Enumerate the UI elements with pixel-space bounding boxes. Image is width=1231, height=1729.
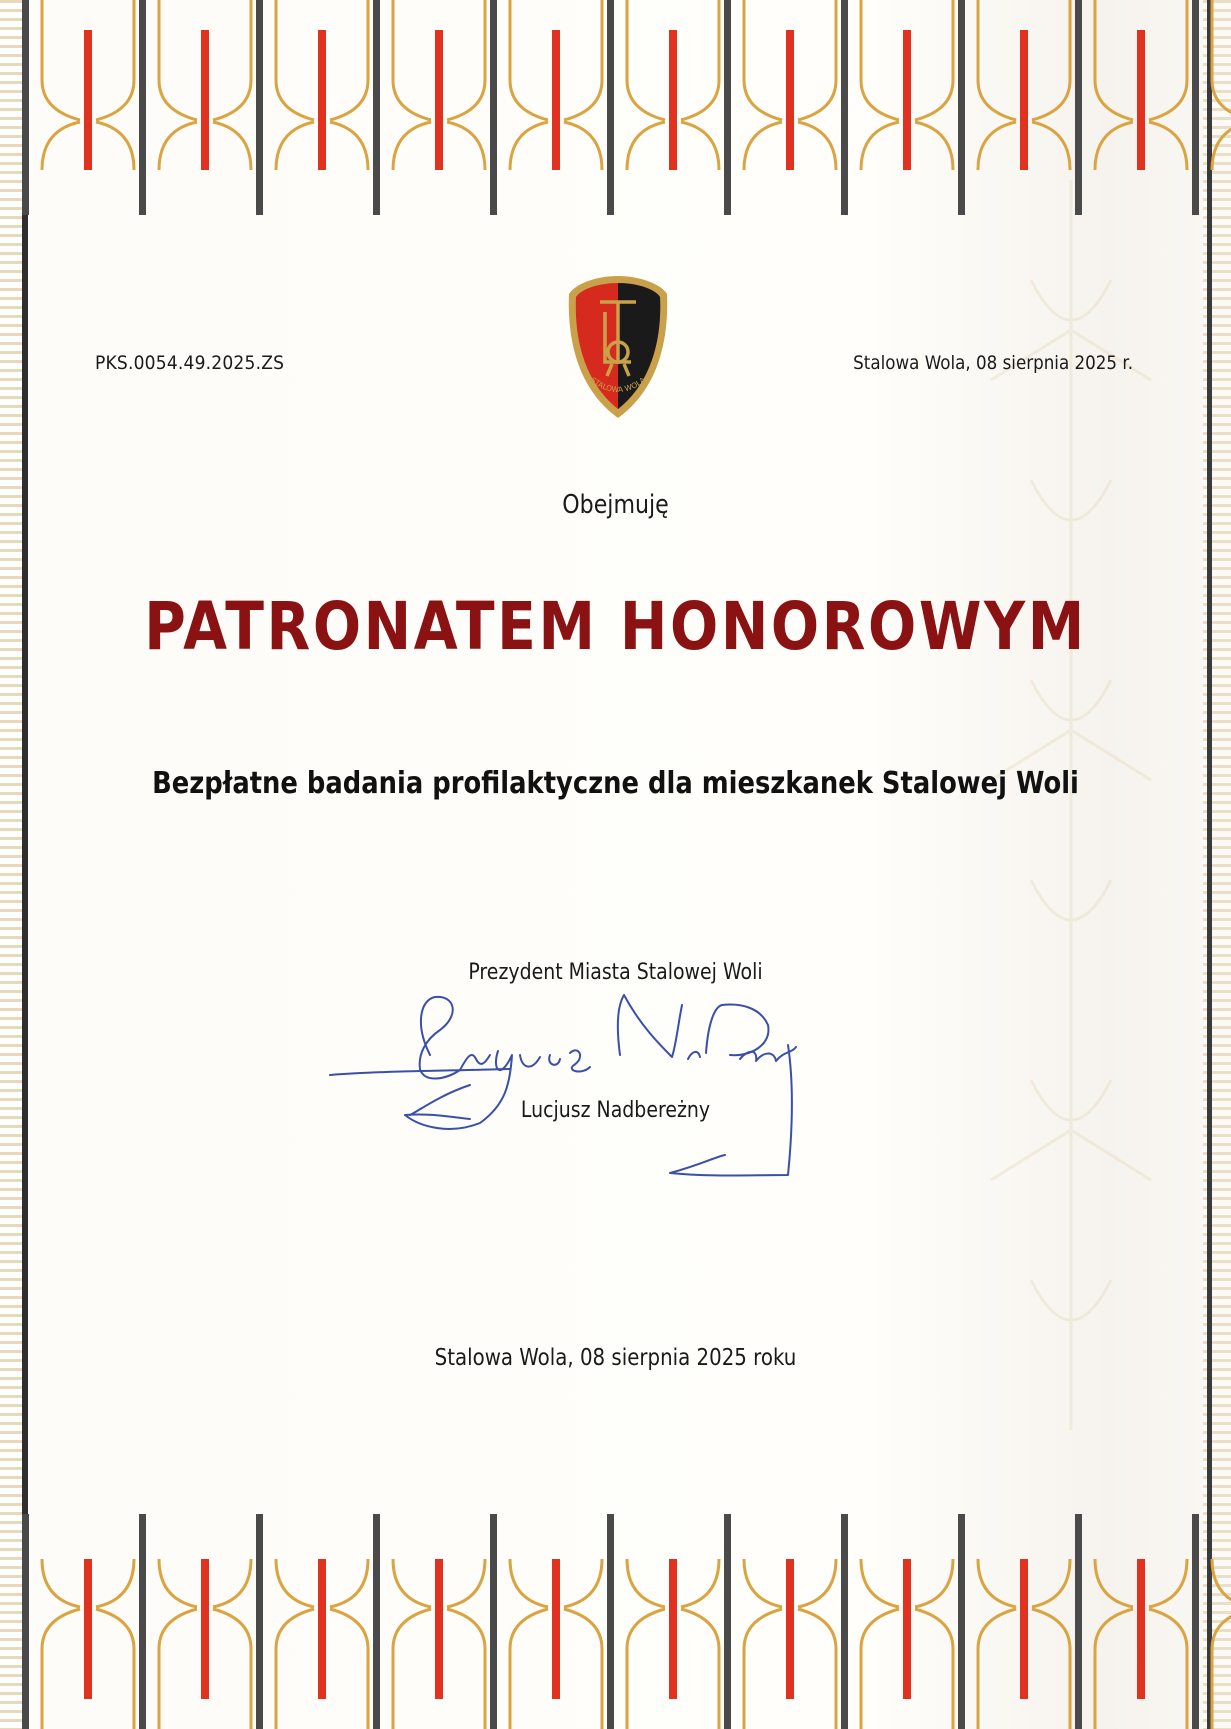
border-dark-bar — [490, 0, 497, 215]
border-dark-bar — [22, 1514, 29, 1729]
border-motif — [22, 0, 134, 215]
border-red-bar — [435, 30, 443, 170]
signatory-name: Lucjusz Nadbereżny — [520, 1098, 711, 1123]
border-red-bar — [786, 30, 794, 170]
border-red-bar — [1020, 30, 1028, 170]
border-dark-bar — [607, 1514, 614, 1729]
border-red-bar — [552, 30, 560, 170]
border-gold-arc — [1212, 1559, 1231, 1729]
border-motif — [256, 0, 368, 215]
border-red-bar — [318, 1559, 326, 1699]
border-red-bar — [1137, 1559, 1145, 1699]
border-red-bar — [1020, 1559, 1028, 1699]
reference-number: PKS.0054.49.2025.ZS — [95, 352, 285, 374]
header-date: Stalowa Wola, 08 sierpnia 2025 r. — [853, 352, 1133, 374]
border-motif — [373, 0, 485, 215]
left-edge-stripe — [0, 0, 28, 1729]
border-motif — [607, 0, 719, 215]
border-gold-arc — [1212, 0, 1231, 170]
border-dark-bar — [607, 0, 614, 215]
bottom-decorative-border — [0, 1500, 1231, 1729]
border-dark-bar — [139, 0, 146, 215]
border-motif — [724, 1514, 836, 1729]
border-red-bar — [903, 30, 911, 170]
border-dark-bar — [841, 1514, 848, 1729]
border-motif — [22, 1514, 134, 1729]
border-dark-bar — [139, 1514, 146, 1729]
border-dark-bar — [724, 1514, 731, 1729]
border-dark-bar — [490, 1514, 497, 1729]
border-red-bar — [201, 1559, 209, 1699]
border-motif — [607, 1514, 719, 1729]
border-dark-bar — [22, 0, 29, 215]
border-red-bar — [201, 30, 209, 170]
border-motif — [841, 0, 953, 215]
border-red-bar — [435, 1559, 443, 1699]
border-dark-bar — [724, 0, 731, 215]
border-red-bar — [786, 1559, 794, 1699]
border-motif — [1192, 0, 1231, 215]
border-motif — [373, 1514, 485, 1729]
border-motif — [841, 1514, 953, 1729]
border-dark-bar — [1192, 1514, 1199, 1729]
border-motif — [490, 0, 602, 215]
border-motif — [256, 1514, 368, 1729]
border-dark-bar — [1192, 0, 1199, 215]
border-red-bar — [84, 1559, 92, 1699]
border-dark-bar — [958, 0, 965, 215]
right-edge-stripe — [1203, 0, 1231, 1729]
border-red-bar — [903, 1559, 911, 1699]
border-motif — [1192, 1514, 1231, 1729]
border-motif — [1075, 1514, 1187, 1729]
border-motif — [724, 0, 836, 215]
border-dark-bar — [373, 0, 380, 215]
border-dark-bar — [256, 1514, 263, 1729]
border-dark-bar — [1075, 1514, 1082, 1729]
border-motif — [958, 1514, 1070, 1729]
signatory-role: Prezydent Miasta Stalowej Woli — [468, 960, 763, 985]
headline: PATRONATEM HONOROWYM — [144, 588, 1087, 665]
event-subject: Bezpłatne badania profilaktyczne dla mieszkanek Stalowej Woli — [152, 766, 1079, 801]
border-motif — [139, 1514, 251, 1729]
border-motif — [139, 0, 251, 215]
border-dark-bar — [256, 0, 263, 215]
border-dark-bar — [373, 1514, 380, 1729]
city-crest-logo — [565, 272, 671, 422]
crest-text: STALOWA WOLA — [588, 375, 648, 395]
border-motif — [490, 1514, 602, 1729]
border-red-bar — [84, 30, 92, 170]
border-red-bar — [318, 30, 326, 170]
border-red-bar — [1137, 30, 1145, 170]
border-red-bar — [552, 1559, 560, 1699]
handwritten-signature — [320, 985, 880, 1205]
footer-date: Stalowa Wola, 08 sierpnia 2025 roku — [434, 1345, 797, 1371]
border-red-bar — [669, 1559, 677, 1699]
intro-text: Obejmuję — [562, 490, 669, 520]
border-dark-bar — [841, 0, 848, 215]
border-dark-bar — [958, 1514, 965, 1729]
border-red-bar — [669, 30, 677, 170]
